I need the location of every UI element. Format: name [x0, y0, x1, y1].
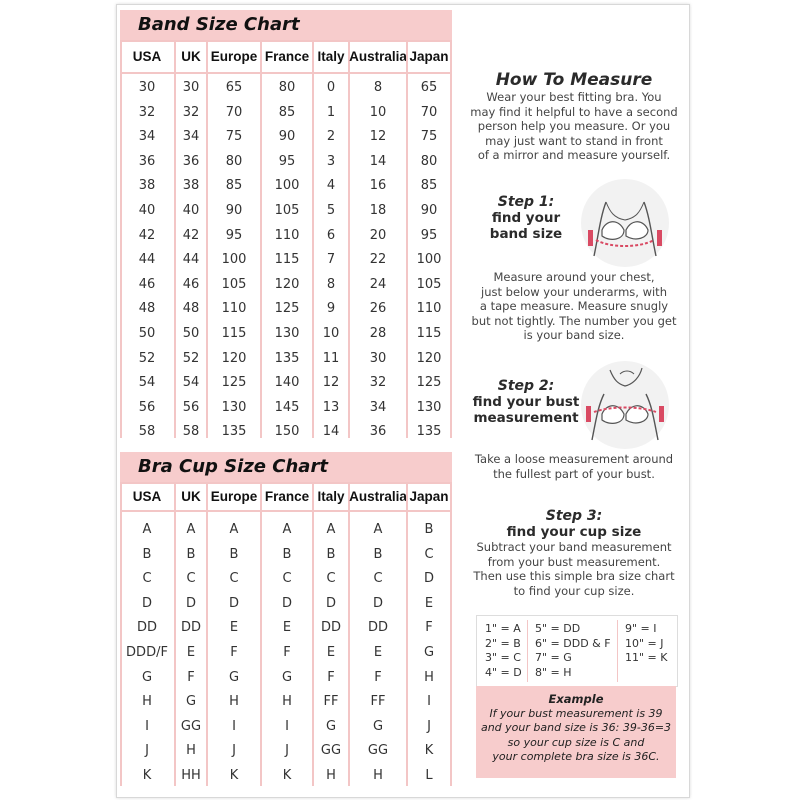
- table-cell: 110: [274, 227, 300, 243]
- table-cell: 34: [182, 129, 200, 145]
- step1-text-line: a tape measure. Measure snugly: [479, 299, 669, 313]
- table-rule: [120, 72, 452, 74]
- column-france: [260, 40, 312, 438]
- table-cell: G: [185, 694, 197, 710]
- table-cell: 22: [369, 252, 387, 268]
- cup-difference-entry: 9" = I: [625, 622, 657, 635]
- table-cell: G: [423, 645, 435, 660]
- step2-subtitle-line: find your bust: [472, 394, 580, 410]
- column-header: Japan: [409, 48, 449, 64]
- cup-difference-column-1: [485, 622, 522, 680]
- table-cell: A: [229, 522, 239, 537]
- cup-difference-entry: 3" = C: [485, 651, 521, 664]
- table-cell: I: [285, 718, 289, 734]
- table-cell: 56: [182, 399, 200, 415]
- table-cell: 36: [369, 424, 387, 440]
- table-cell: 3: [326, 153, 336, 169]
- table-cell: 150: [274, 424, 300, 440]
- table-cell: 85: [420, 178, 438, 194]
- column-header: Europe: [210, 48, 258, 64]
- table-cell: 54: [182, 375, 200, 391]
- table-cell: K: [424, 743, 434, 759]
- table-cell: 105: [221, 276, 247, 292]
- table-cell: 58: [182, 424, 200, 440]
- table-cell: 110: [221, 301, 247, 317]
- column-header: Italy: [317, 488, 345, 504]
- cup-difference-column-2: [535, 622, 611, 680]
- table-cell: D: [185, 595, 196, 611]
- step2-text-line: Take a loose measurement around: [474, 452, 674, 466]
- table-cell: 0: [326, 80, 336, 95]
- table-cell: 7: [326, 252, 336, 268]
- step1-subtitle-line: find your: [491, 210, 561, 226]
- table-cell: D: [325, 595, 336, 611]
- table-cell: B: [373, 546, 383, 562]
- table-cell: H: [373, 768, 383, 783]
- table-cell: 5: [326, 203, 336, 218]
- table-cell: 1: [326, 104, 336, 120]
- table-cell: H: [229, 694, 239, 710]
- step2-text-line: the fullest part of your bust.: [493, 466, 655, 481]
- table-cell: G: [281, 669, 293, 685]
- column-uk: [174, 40, 206, 438]
- table-cell: G: [325, 718, 337, 734]
- table-cell: 140: [274, 375, 300, 391]
- table-cell: 70: [420, 104, 438, 120]
- band-measure-illustration-icon: [580, 178, 670, 268]
- table-cell: C: [282, 571, 292, 587]
- table-cell: 100: [221, 252, 247, 268]
- table-rule: [120, 510, 452, 512]
- table-cell: B: [326, 546, 336, 562]
- column-usa: [120, 40, 174, 438]
- step1-subtitle: [466, 210, 586, 242]
- column-header: UK: [181, 48, 201, 64]
- table-cell: 70: [225, 104, 243, 120]
- table-cell: H: [142, 694, 152, 710]
- table-cell: 24: [369, 276, 387, 292]
- example-box: [476, 686, 676, 778]
- table-cell: 120: [416, 350, 442, 366]
- table-cell: 16: [369, 178, 387, 194]
- column-europe: [206, 482, 260, 786]
- table-cell: 115: [221, 326, 247, 341]
- table-cell: 38: [182, 178, 200, 194]
- table-cell: F: [425, 620, 433, 636]
- column-header: Australia: [349, 48, 407, 64]
- table-cell: D: [423, 571, 434, 587]
- step3-label: Step 3:: [545, 508, 603, 524]
- table-cell: D: [372, 595, 383, 611]
- table-cell: 38: [138, 178, 156, 194]
- table-cell: B: [229, 546, 239, 562]
- table-cell: 135: [416, 424, 442, 440]
- step1-label: Step 1:: [497, 194, 555, 210]
- table-cell: DD: [180, 620, 202, 636]
- table-cell: 46: [138, 276, 156, 292]
- table-cell: 120: [221, 350, 247, 366]
- how-to-measure-title: How To Measure: [495, 70, 653, 90]
- column-header: USA: [132, 48, 162, 64]
- table-cell: 80: [420, 153, 438, 169]
- table-cell: 85: [225, 178, 243, 194]
- table-cell: DDD/F: [126, 645, 168, 660]
- table-cell: 48: [182, 301, 200, 317]
- table-cell: 120: [274, 276, 300, 292]
- how-to-measure-section: [466, 70, 682, 163]
- table-cell: FF: [323, 694, 339, 710]
- example-text: [476, 707, 676, 765]
- table-cell: 42: [182, 227, 200, 243]
- table-cell: 18: [369, 203, 387, 218]
- table-rule: [120, 40, 452, 42]
- table-cell: 130: [416, 399, 442, 415]
- table-cell: HH: [181, 768, 201, 783]
- table-cell: 42: [138, 227, 156, 243]
- table-cell: 44: [182, 252, 200, 268]
- table-cell: 12: [322, 375, 340, 391]
- table-cell: 125: [221, 375, 247, 391]
- table-edge: [450, 40, 452, 438]
- table-cell: 115: [416, 326, 442, 341]
- table-cell: A: [326, 522, 336, 537]
- column-japan: [406, 40, 450, 438]
- column-header: Europe: [210, 488, 258, 504]
- cup-difference-entry: 7" = G: [535, 651, 572, 664]
- column-france: [260, 482, 312, 786]
- table-cell: 44: [138, 252, 156, 268]
- table-cell: 14: [322, 424, 340, 440]
- band-chart-title: Band Size Chart: [120, 10, 452, 40]
- step1-text-line: Measure around your chest,: [493, 270, 655, 284]
- example-line: If your bust measurement is 39: [489, 706, 663, 720]
- table-cell: H: [282, 694, 292, 710]
- table-cell: D: [281, 595, 292, 611]
- table-cell: 10: [369, 104, 387, 120]
- table-cell: 36: [138, 153, 156, 169]
- table-cell: J: [427, 718, 431, 734]
- table-cell: I: [232, 718, 236, 734]
- band-size-chart: [120, 10, 452, 438]
- table-cell: 130: [274, 326, 300, 341]
- table-cell: F: [283, 645, 291, 660]
- table-cell: 58: [138, 424, 156, 440]
- table-cell: C: [186, 571, 196, 587]
- table-cell: 115: [274, 252, 300, 268]
- table-cell: 48: [138, 301, 156, 317]
- table-cell: 125: [274, 301, 300, 317]
- column-japan: [406, 482, 450, 786]
- table-cell: 95: [278, 153, 296, 169]
- column-header: France: [264, 488, 310, 504]
- table-cell: G: [228, 669, 240, 685]
- table-cell: 40: [182, 203, 200, 218]
- table-cell: 36: [182, 153, 200, 169]
- table-cell: 34: [369, 399, 387, 415]
- table-cell: E: [282, 620, 292, 636]
- table-cell: 100: [274, 178, 300, 194]
- table-cell: G: [141, 669, 153, 685]
- step2-text: [466, 452, 682, 481]
- table-cell: DD: [367, 620, 389, 636]
- table-cell: 100: [416, 252, 442, 268]
- table-cell: 75: [225, 129, 243, 145]
- table-cell: J: [232, 743, 236, 759]
- table-cell: 85: [278, 104, 296, 120]
- table-cell: 26: [369, 301, 387, 317]
- intro-line: may just want to stand in front: [485, 133, 663, 148]
- table-cell: 135: [274, 350, 300, 366]
- table-cell: H: [186, 743, 196, 759]
- intro-text: [466, 90, 682, 163]
- table-cell: 65: [225, 80, 243, 95]
- table-cell: GG: [180, 718, 202, 734]
- table-cell: 105: [274, 203, 300, 218]
- step2-subtitle-line: measurement: [473, 410, 579, 426]
- table-cell: 30: [182, 80, 200, 95]
- table-cell: E: [424, 595, 434, 611]
- intro-line: may find it helpful to have a second: [470, 104, 678, 119]
- table-cell: 28: [369, 326, 387, 341]
- table-cell: 56: [138, 399, 156, 415]
- column-header: USA: [132, 488, 162, 504]
- table-cell: 54: [138, 375, 156, 391]
- table-rule: [120, 482, 452, 484]
- table-cell: K: [229, 768, 239, 783]
- table-cell: J: [145, 743, 149, 759]
- table-cell: A: [282, 522, 292, 537]
- table-cell: B: [424, 522, 434, 537]
- table-cell: G: [372, 718, 384, 734]
- table-cell: E: [229, 620, 239, 636]
- table-cell: B: [142, 546, 152, 562]
- table-cell: 95: [420, 227, 438, 243]
- table-cell: 90: [278, 129, 296, 145]
- step1-text-line: just below your underarms, with: [481, 284, 667, 299]
- column-europe: [206, 40, 260, 438]
- cup-size-chart: [120, 452, 452, 786]
- cup-difference-entry: 6" = DDD & F: [535, 636, 611, 650]
- table-cell: 13: [322, 399, 340, 415]
- step3-heading: [466, 508, 682, 598]
- table-cell: DD: [320, 620, 342, 636]
- example-title: Example: [548, 692, 604, 706]
- cup-difference-entry: 8" = H: [535, 665, 572, 679]
- table-cell: K: [142, 768, 152, 783]
- table-cell: 4: [326, 178, 336, 194]
- table-cell: E: [326, 645, 336, 660]
- step1-subtitle-line: band size: [489, 226, 563, 242]
- table-cell: J: [285, 743, 289, 759]
- table-cell: 110: [416, 301, 442, 317]
- table-cell: DD: [136, 620, 158, 636]
- cup-difference-entry: 1" = A: [485, 622, 521, 635]
- step1-text: [466, 270, 682, 343]
- table-cell: 30: [369, 350, 387, 366]
- table-cell: 8: [373, 80, 383, 95]
- table-cell: 130: [221, 399, 247, 415]
- table-cell: 80: [278, 80, 296, 95]
- table-cell: 52: [138, 350, 156, 366]
- table-cell: L: [425, 768, 433, 783]
- table-cell: E: [186, 645, 196, 660]
- table-edge: [120, 482, 122, 786]
- step2-label: Step 2:: [497, 378, 555, 394]
- intro-line: person help you measure. Or you: [477, 119, 671, 133]
- step3-text-line: Then use this simple bra size chart: [473, 569, 675, 583]
- column-header: Italy: [317, 48, 345, 64]
- table-cell: 75: [420, 129, 438, 145]
- table-cell: F: [374, 669, 382, 685]
- table-cell: D: [228, 595, 239, 611]
- table-cell: 46: [182, 276, 200, 292]
- table-cell: I: [145, 718, 149, 734]
- table-cell: C: [229, 571, 239, 587]
- table-cell: 9: [326, 301, 336, 317]
- table-cell: 50: [138, 326, 156, 341]
- table-cell: 135: [221, 424, 247, 440]
- step1-text-line: but not tightly. The number you get: [471, 313, 677, 328]
- table-cell: B: [186, 546, 196, 562]
- intro-line: of a mirror and measure yourself.: [477, 148, 671, 162]
- table-cell: A: [186, 522, 196, 537]
- step1-text-line: is your band size.: [523, 328, 625, 342]
- table-cell: 125: [416, 375, 442, 391]
- table-cell: 50: [182, 326, 200, 341]
- cup-difference-entry: 2" = B: [485, 636, 521, 650]
- step3-text-line: Subtract your band measurement: [476, 540, 672, 554]
- table-cell: 65: [420, 80, 438, 95]
- table-cell: H: [326, 768, 336, 783]
- table-cell: F: [187, 669, 195, 685]
- table-cell: B: [282, 546, 292, 562]
- step3-text-line: to find your cup size.: [513, 583, 635, 598]
- table-cell: 6: [326, 227, 336, 243]
- table-cell: 11: [322, 350, 340, 366]
- step3-subtitle-line: find your cup size: [506, 524, 642, 540]
- cup-difference-entry: 11" = K: [625, 651, 668, 664]
- column-italy: [312, 482, 348, 786]
- column-header: UK: [181, 488, 201, 504]
- step2-heading: [466, 378, 586, 426]
- cup-difference-table: [476, 615, 678, 687]
- column-header: Australia: [349, 488, 407, 504]
- column-header: Japan: [409, 488, 449, 504]
- column-usa: [120, 482, 174, 786]
- cup-difference-entry: 4" = D: [485, 665, 522, 679]
- step1-heading: [466, 194, 586, 242]
- intro-line: Wear your best fitting bra. You: [486, 90, 662, 104]
- step3-text-line: from your bust measurement.: [487, 554, 661, 569]
- table-cell: 32: [138, 104, 156, 120]
- band-chart-columns: [120, 40, 452, 438]
- example-line: and your band size is 36: 39-36=3: [480, 721, 672, 734]
- column-uk: [174, 482, 206, 786]
- step1-text-block: [466, 270, 682, 343]
- column-header: France: [264, 48, 310, 64]
- column-australia: [348, 482, 406, 786]
- step2-subtitle: [466, 394, 586, 426]
- table-cell: 32: [369, 375, 387, 391]
- cup-chart-columns: [120, 482, 452, 786]
- table-cell: 14: [369, 153, 387, 169]
- table-cell: H: [424, 669, 434, 685]
- table-cell: C: [424, 546, 434, 562]
- table-cell: E: [373, 645, 383, 660]
- table-cell: F: [327, 669, 335, 685]
- table-cell: 40: [138, 203, 156, 218]
- step3-subtitle: [466, 524, 682, 540]
- table-cell: 95: [225, 227, 243, 243]
- table-cell: GG: [320, 743, 342, 759]
- step3-text: [466, 540, 682, 598]
- table-cell: 145: [274, 399, 300, 415]
- column-australia: [348, 40, 406, 438]
- table-cell: FF: [370, 694, 386, 710]
- table-cell: 12: [369, 129, 387, 145]
- bust-measure-illustration-icon: [580, 360, 670, 450]
- column-italy: [312, 40, 348, 438]
- table-cell: A: [373, 522, 383, 537]
- table-cell: 90: [420, 203, 438, 218]
- example-line: your complete bra size is 36C.: [492, 750, 660, 763]
- table-cell: 2: [326, 129, 336, 145]
- cup-difference-column-3: [625, 622, 667, 666]
- table-cell: K: [282, 768, 292, 783]
- table-cell: 8: [326, 276, 336, 292]
- table-edge: [450, 482, 452, 786]
- table-cell: 80: [225, 153, 243, 169]
- table-cell: 10: [322, 326, 340, 341]
- table-cell: I: [427, 694, 431, 710]
- table-cell: F: [230, 645, 238, 660]
- table-cell: C: [373, 571, 383, 587]
- table-cell: 90: [225, 203, 243, 218]
- table-cell: D: [141, 595, 152, 611]
- example-line: so your cup size is C and: [507, 735, 645, 749]
- table-edge: [120, 40, 122, 438]
- cup-chart-title: Bra Cup Size Chart: [120, 452, 452, 482]
- cup-difference-entry: 10" = J: [625, 636, 664, 650]
- cup-difference-entry: 5" = DD: [535, 622, 581, 635]
- table-cell: 52: [182, 350, 200, 366]
- table-cell: C: [326, 571, 336, 587]
- table-cell: 105: [416, 276, 442, 292]
- table-cell: A: [142, 522, 152, 537]
- table-cell: GG: [367, 743, 389, 759]
- table-cell: C: [142, 571, 152, 587]
- table-cell: 34: [138, 129, 156, 145]
- table-cell: 20: [369, 227, 387, 243]
- table-cell: 32: [182, 104, 200, 120]
- table-cell: 30: [138, 80, 156, 95]
- step2-text-block: [466, 452, 682, 481]
